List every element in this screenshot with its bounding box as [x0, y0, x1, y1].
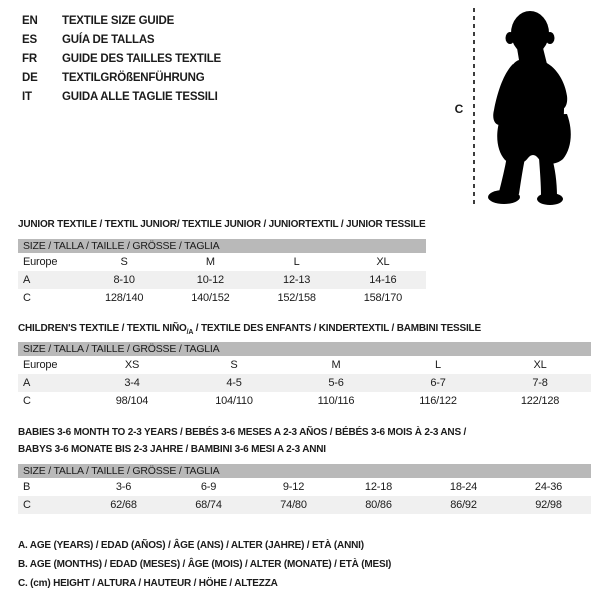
size-cell: 140/152 [191, 292, 230, 304]
size-cell: XL [376, 256, 390, 268]
row-label: C [23, 292, 31, 304]
size-cell: 68/74 [195, 499, 222, 511]
junior-size-table [18, 239, 426, 307]
babies-size-table [18, 464, 591, 514]
size-cell: 6-9 [200, 481, 217, 493]
table-row [18, 478, 591, 496]
row-label: C [23, 499, 31, 511]
legend-line-c: C. (cm) HEIGHT / ALTURA / HAUTEUR / HÖHE / ALTEZZA [18, 578, 278, 589]
lang-row-en [22, 12, 221, 31]
lang-code: ES [22, 34, 37, 46]
size-cell: 12-13 [283, 274, 311, 286]
measurement-legend [18, 536, 391, 593]
size-cell: 158/170 [363, 292, 403, 304]
lang-row-es [22, 31, 221, 50]
lang-row-fr [22, 50, 221, 69]
baby-silhouette [487, 8, 591, 208]
size-cell: 24-36 [534, 481, 563, 493]
children-size-table [18, 342, 591, 410]
size-cell: 104/110 [215, 395, 253, 407]
size-cell: 86/92 [450, 499, 477, 511]
size-cell: 5-6 [328, 377, 344, 389]
children-title-sub: /A [186, 329, 194, 336]
size-cell: XL [533, 359, 547, 371]
size-cell: 98/104 [115, 395, 149, 407]
size-cell: 110/116 [317, 395, 355, 407]
legend-line-a: A. AGE (YEARS) / EDAD (AÑOS) / ÂGE (ANS) / ALTER (JAHRE) / ETÀ (ANNI) [18, 540, 364, 551]
table-row [18, 374, 591, 392]
size-cell: 9-12 [282, 481, 305, 493]
lang-label: GUÍA DE TALLAS [62, 34, 155, 46]
row-label: A [23, 274, 31, 286]
size-cell: 128/140 [104, 292, 144, 304]
height-c-label: C [454, 102, 464, 116]
lang-row-it [22, 88, 221, 107]
table-row [18, 356, 591, 374]
junior-title-text: JUNIOR TEXTILE / TEXTIL JUNIOR/ TEXTILE JUNIOR / JUNIORTEXTIL / JUNIOR TESSILE [18, 219, 426, 230]
table-row [18, 253, 426, 271]
row-label: B [23, 481, 31, 493]
table-row [18, 289, 426, 307]
size-cell: M [205, 256, 215, 268]
size-header-bar: SIZE / TALLA / TAILLE / GRÖSSE / TAGLIA [18, 342, 591, 356]
size-cell: 116/122 [419, 395, 457, 407]
size-cell: 62/68 [110, 499, 137, 511]
height-dashed-line [473, 8, 475, 208]
row-label: A [23, 377, 31, 389]
lang-label: GUIDE DES TAILLES TEXTILE [62, 53, 221, 65]
row-label: Europe [23, 359, 58, 371]
size-cell: 122/128 [520, 395, 560, 407]
table-row [18, 392, 591, 410]
size-cell: 92/98 [535, 499, 562, 511]
size-cell: 18-24 [449, 481, 478, 493]
size-cell: 10-12 [196, 274, 224, 286]
babies-title-line1: BABIES 3-6 MONTH TO 2-3 YEARS / BEBÉS 3-6 MESES A 2-3 AÑOS / BÉBÉS 3-6 MOIS À 2-3 ANS / [18, 427, 467, 438]
size-cell: S [120, 256, 128, 268]
size-cell: 6-7 [430, 377, 446, 389]
junior-table-title [18, 216, 425, 233]
lang-code: DE [22, 72, 38, 84]
babies-title-line2: BABYS 3-6 MONATE BIS 2-3 JAHRE / BAMBINI 3-6 MESI A 2-3 ANNI [18, 444, 326, 455]
lang-row-de [22, 69, 221, 88]
lang-code: FR [22, 53, 37, 65]
children-table-title [18, 320, 481, 341]
size-header-bar: SIZE / TALLA / TAILLE / GRÖSSE / TAGLIA [18, 239, 426, 253]
size-cell: 3-6 [115, 481, 132, 493]
babies-table-title [18, 424, 466, 458]
size-cell: M [331, 359, 341, 371]
row-label: Europe [23, 256, 58, 268]
size-cell: 80/86 [365, 499, 392, 511]
size-cell: L [435, 359, 441, 371]
size-cell: 4-5 [226, 377, 242, 389]
size-cell: 152/158 [277, 292, 316, 304]
size-cell: 14-16 [369, 274, 397, 286]
size-cell: 7-8 [532, 377, 548, 389]
lang-code: EN [22, 15, 38, 27]
table-row [18, 271, 426, 289]
row-label: C [23, 395, 31, 407]
lang-label: GUIDA ALLE TAGLIE TESSILI [62, 91, 218, 103]
size-cell: 8-10 [113, 274, 135, 286]
lang-code: IT [22, 91, 32, 103]
children-title-pre: CHILDREN'S TEXTILE / TEXTIL NIÑO [18, 323, 187, 334]
size-cell: S [230, 359, 238, 371]
legend-line-b: B. AGE (MONTHS) / EDAD (MESES) / ÂGE (MOIS) / ALTER (MONATE) / ETÀ (MESI) [18, 559, 392, 570]
language-title-list [22, 12, 221, 107]
size-cell: 74/80 [280, 499, 307, 511]
size-header-bar: SIZE / TALLA / TAILLE / GRÖSSE / TAGLIA [18, 464, 591, 478]
lang-label: TEXTILE SIZE GUIDE [62, 15, 175, 27]
size-cell: 3-4 [124, 377, 140, 389]
children-title-post: / TEXTILE DES ENFANTS / KINDERTEXTIL / BAMBINI TESSILE [193, 323, 481, 334]
size-cell: 12-18 [364, 481, 393, 493]
size-cell: XS [124, 359, 140, 371]
size-cell: L [293, 256, 300, 268]
lang-label: TEXTILGRÖßENFÜHRUNG [62, 72, 205, 84]
table-row [18, 496, 591, 514]
